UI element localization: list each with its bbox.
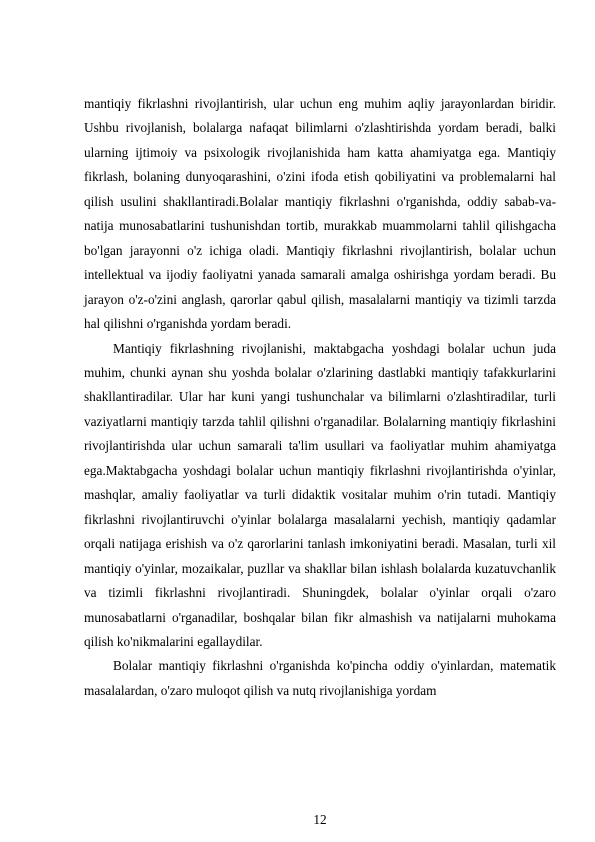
page-body bbox=[84, 92, 556, 703]
paragraph-learning-methods: Bolalar mantiqiy fikrlashni o'rganishda ko'pincha oddiy o'yinlardan, matematik masalalardan, o'zaro muloqot qilish va nutq rivojlanishiga yordam bbox=[84, 658, 556, 698]
paragraph-preschool-logic: Mantiqiy fikrlashning rivojlanishi, maktabgacha yoshdagi bolalar uchun juda muhim, chunki aynan shu yoshda bolalar o'zlarining dastlabki mantiqiy tafakkurlarini shakllantiradilar. Ular har kuni yangi tushunchalar va bilimlarni o'zlashtiradilar, turli vaziyatlarni mantiqiy tarzda tahlil qilishni o'rganadilar. Bolalarning mantiqiy fikrlashini rivojlantirishda ular uchun samarali ta'lim usullari va faoliyatlar muhim ahamiyatga ega.Maktabgacha yoshdagi bolalar uchun mantiqiy fikrlashni rivojlantirishda o'yinlar, mashqlar, amaliy faoliyatlar va turli didaktik vositalar muhim o'rin tutadi. Mantiqiy fikrlashni rivojlantiruvchi o'yinlar bolalarga masalalarni yechish, mantiqiy qadamlar orqali natijaga erishish va o'z qarorlarini tanlash imkoniyatini beradi. Masalan, turli xil mantiqiy o'yinlar, mozaikalar, puzllar va shakllar bilan ishlash bolalarda kuzatuvchanlik va tizimli fikrlashni rivojlantiradi. Shuningdek, bolalar o'yinlar orqali o'zaro munosabatlarni o'rganadilar, boshqalar bilan fikr almashish va natijalarni muhokama qilish ko'nikmalarini egallaydilar. bbox=[84, 340, 556, 649]
paragraph-intro: mantiqiy fikrlashni rivojlantirish, ular uchun eng muhim aqliy jarayonlardan biridir. Ushbu rivojlanish, bolalarga nafaqat bilimlarni o'zlashtirishda yordam beradi, balki ularning ijtimoiy va psixologik rivojlanishida ham katta ahamiyatga ega. Mantiqiy fikrlash, bolaning dunyoqarashini, o'zini ifoda etish qobiliyatini va problemalarni hal qilish usulini shakllantiradi.Bolalar mantiqiy fikrlashni o'rganishda, oddiy sabab-va-natija munosabatlarini tushunishdan tortib, murakkab muammolarni tahlil qilishgacha bo'lgan jarayonni o'z ichiga oladi. Mantiqiy fikrlashni rivojlantirish, bolalar uchun intellektual va ijodiy faoliyatni yanada samarali amalga oshirishga yordam beradi. Bu jarayon o'z-o'zini anglash, qarorlar qabul qilish, masalalarni mantiqiy va tizimli tarzda hal qilishni o'rganishda yordam beradi. bbox=[84, 96, 556, 332]
page-number: 12 bbox=[313, 812, 327, 827]
